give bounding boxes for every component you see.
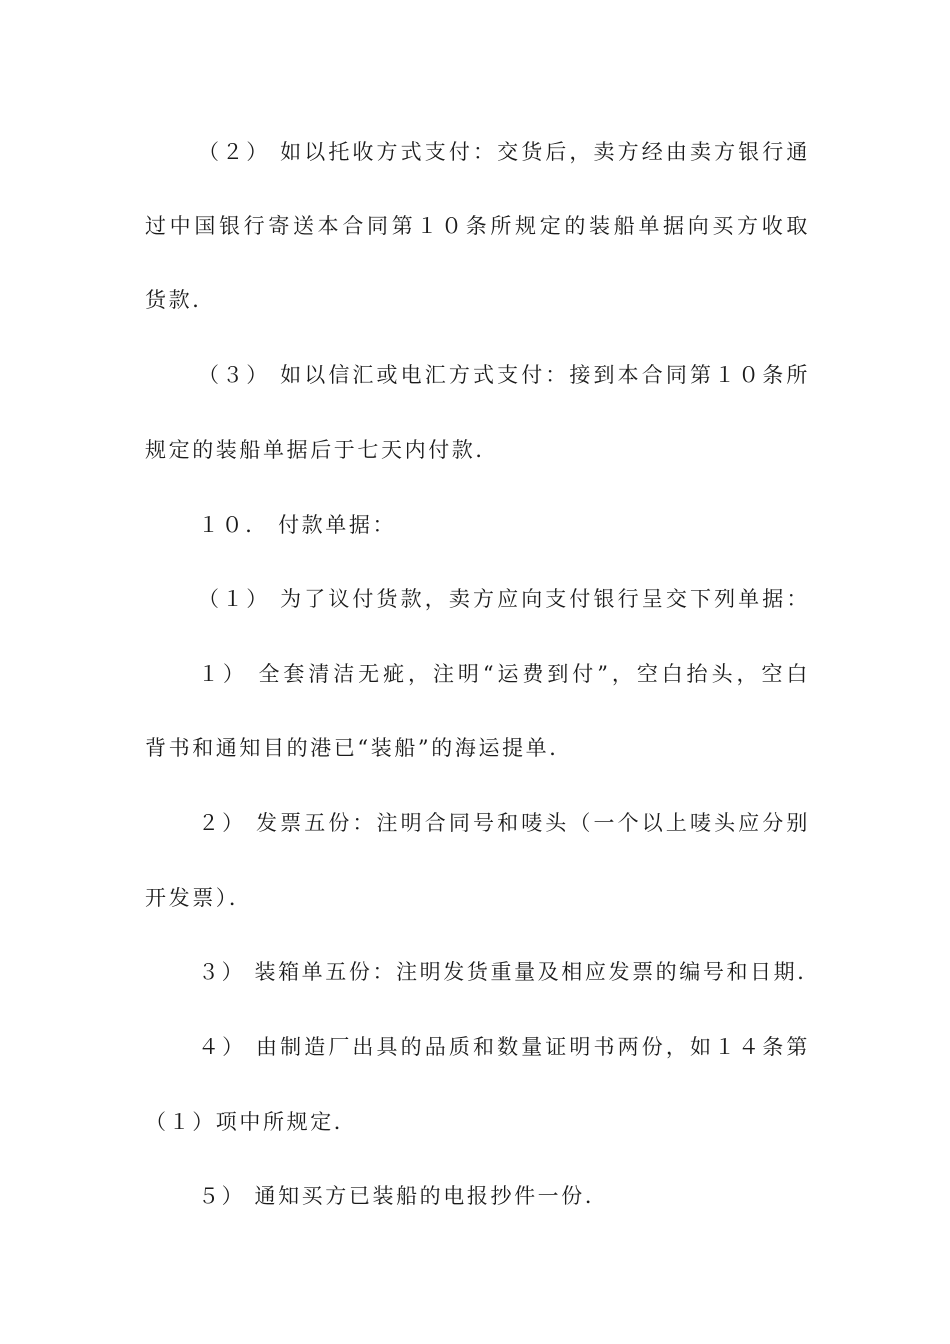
paragraph-line: （１）项中所规定． — [145, 1110, 358, 1134]
paragraph-line: （２） 如以托收方式支付：交货后，卖方经由卖方银行通 — [198, 140, 810, 164]
paragraph-line: 开发票）． — [145, 886, 253, 910]
list-item: ３） 装箱单五份：注明发货重量及相应发票的编号和日期． — [198, 960, 821, 984]
paragraph-line: 过中国银行寄送本合同第１０条所规定的装船单据向买方收取 — [145, 214, 810, 238]
paragraph-line: 货款． — [145, 288, 216, 312]
paragraph-line: （３） 如以信汇或电汇方式支付：接到本合同第１０条所 — [198, 363, 810, 387]
paragraph-line: 背书和通知目的港已“装船”的海运提单． — [145, 736, 573, 760]
paragraph-line: （１） 为了议付货款，卖方应向支付银行呈交下列单据： — [198, 587, 810, 611]
list-item: ５） 通知买方已装船的电报抄件一份． — [198, 1184, 609, 1208]
paragraph-line: 规定的装船单据后于七天内付款． — [145, 438, 499, 462]
list-item: １） 全套清洁无疵，注明“运费到付”，空白抬头，空白 — [198, 662, 810, 686]
section-heading: １０． 付款单据： — [198, 513, 397, 537]
list-item: ２） 发票五份：注明合同号和唛头（一个以上唛头应分别 — [198, 811, 810, 835]
list-item: ４） 由制造厂出具的品质和数量证明书两份，如１４条第 — [198, 1035, 810, 1059]
